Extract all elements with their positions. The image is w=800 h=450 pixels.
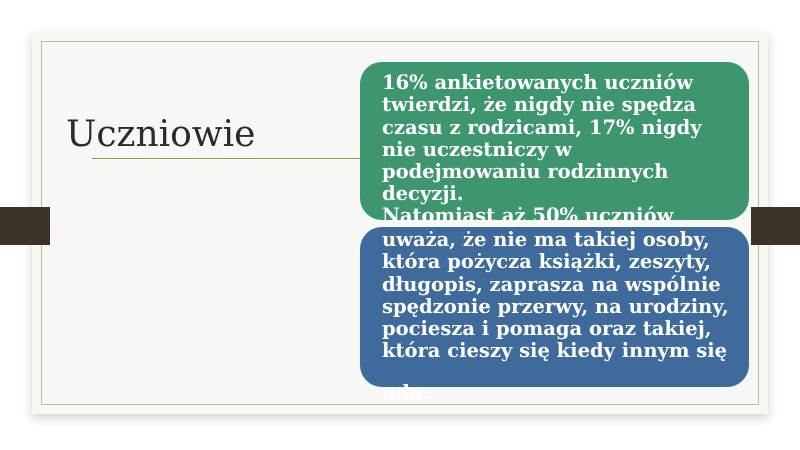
green-box-text: 16% ankietowanych uczniów twierdzi, że nigdy nie spędza czasu z rodzicami, 17% nigdy nie uczestniczy w podejmowaniu rodzinnych decyzji. — [382, 71, 702, 206]
title-underline — [92, 158, 360, 159]
left-side-tab — [0, 207, 50, 245]
blue-box-text: uważa, że nie ma takiej osoby, która pożycza książki, zeszyty, długopis, zaprasza na wspólnie spędzonie przerwy, na urodziny, pociesza i pomaga oraz takiej, która cieszy się kiedy innym się — [382, 228, 729, 363]
blue-text-box — [360, 227, 749, 387]
green-text-box — [360, 62, 749, 220]
blue-box-first-line: Natomiast aż 50% uczniów — [382, 204, 674, 227]
blue-box-last-line: uda. — [382, 381, 430, 404]
right-side-tab — [751, 207, 800, 245]
slide-title: Uczniowie — [66, 114, 256, 155]
